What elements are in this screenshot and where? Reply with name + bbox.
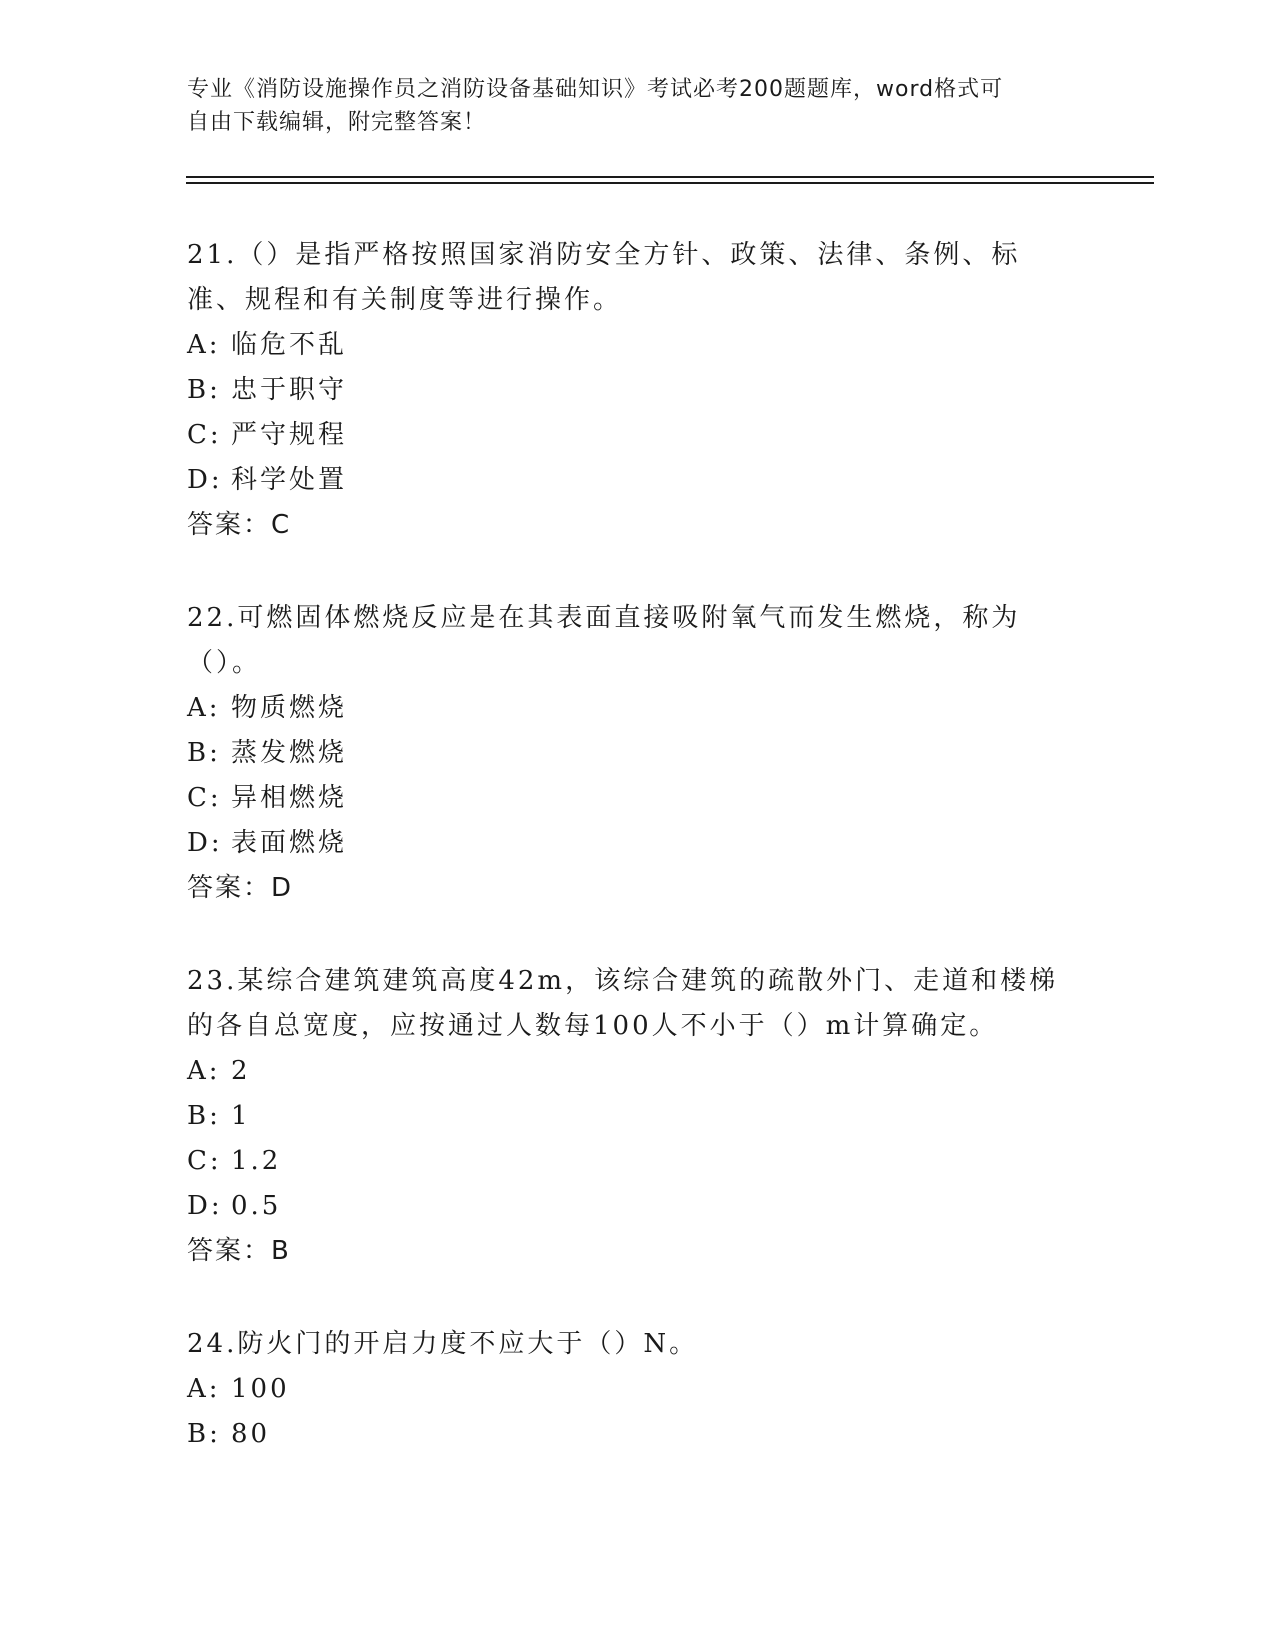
option-text: 异相燃烧 (231, 783, 348, 813)
answer-line: 答案：D (187, 873, 294, 903)
option-letter: B: (187, 738, 221, 768)
answer-line: 答案：C (187, 510, 292, 540)
option-letter: A: (187, 693, 221, 723)
option-text: 科学处置 (231, 465, 348, 495)
question-stem: 22.可燃固体燃烧反应是在其表面直接吸附氧气而发生燃烧，称为（）。 (187, 603, 1021, 678)
option-text: 80 (231, 1419, 271, 1449)
option-a (187, 1367, 1067, 1412)
header-line-1: 专业《消防设施操作员之消防设备基础知识》考试必考200题题库，word格式可 (187, 77, 1004, 102)
question-22 (187, 596, 1067, 911)
question-24 (187, 1322, 1067, 1457)
option-letter: A: (187, 1374, 221, 1404)
option-letter: D: (187, 828, 223, 858)
answer-line: 答案：B (187, 1236, 291, 1266)
option-text: 物质燃烧 (231, 693, 348, 723)
option-text: 忠于职守 (231, 375, 348, 405)
question-23 (187, 959, 1067, 1274)
option-text: 0.5 (231, 1191, 282, 1221)
option-c (187, 413, 1067, 458)
question-stem: 24.防火门的开启力度不应大于（）N。 (187, 1329, 699, 1359)
option-text: 严守规程 (231, 420, 348, 450)
question-21 (187, 233, 1067, 548)
option-c (187, 1139, 1067, 1184)
option-letter: A: (187, 330, 221, 360)
option-letter: D: (187, 1191, 223, 1221)
option-letter: C: (187, 1146, 222, 1176)
question-stem: 23.某综合建筑建筑高度42m，该综合建筑的疏散外门、走道和楼梯的各自总宽度，应按通过人数每100人不小于（）m计算确定。 (187, 966, 1059, 1041)
option-text: 表面燃烧 (231, 828, 348, 858)
option-letter: B: (187, 1419, 221, 1449)
header-rule-top (186, 176, 1154, 178)
option-a (187, 686, 1067, 731)
option-letter: B: (187, 375, 221, 405)
option-text: 1.2 (231, 1146, 282, 1176)
header-rule-bottom (186, 182, 1154, 184)
option-letter: C: (187, 783, 222, 813)
option-c (187, 776, 1067, 821)
option-b (187, 731, 1067, 776)
option-a (187, 1049, 1067, 1094)
option-text: 蒸发燃烧 (231, 738, 348, 768)
option-b (187, 1094, 1067, 1139)
option-d (187, 458, 1067, 503)
option-b (187, 1412, 1067, 1457)
option-letter: D: (187, 465, 223, 495)
option-text: 2 (231, 1056, 251, 1086)
option-text: 1 (231, 1101, 251, 1131)
question-stem: 21.（）是指严格按照国家消防安全方针、政策、法律、条例、标准、规程和有关制度等进行操作。 (187, 240, 1021, 315)
option-text: 100 (231, 1374, 290, 1404)
option-b (187, 368, 1067, 413)
header-line-2: 自由下载编辑，附完整答案！ (187, 110, 487, 135)
option-a (187, 323, 1067, 368)
option-letter: B: (187, 1101, 221, 1131)
option-text: 临危不乱 (231, 330, 348, 360)
option-d (187, 1184, 1067, 1229)
document-header (187, 73, 1057, 139)
option-letter: A: (187, 1056, 221, 1086)
option-d (187, 821, 1067, 866)
option-letter: C: (187, 420, 222, 450)
